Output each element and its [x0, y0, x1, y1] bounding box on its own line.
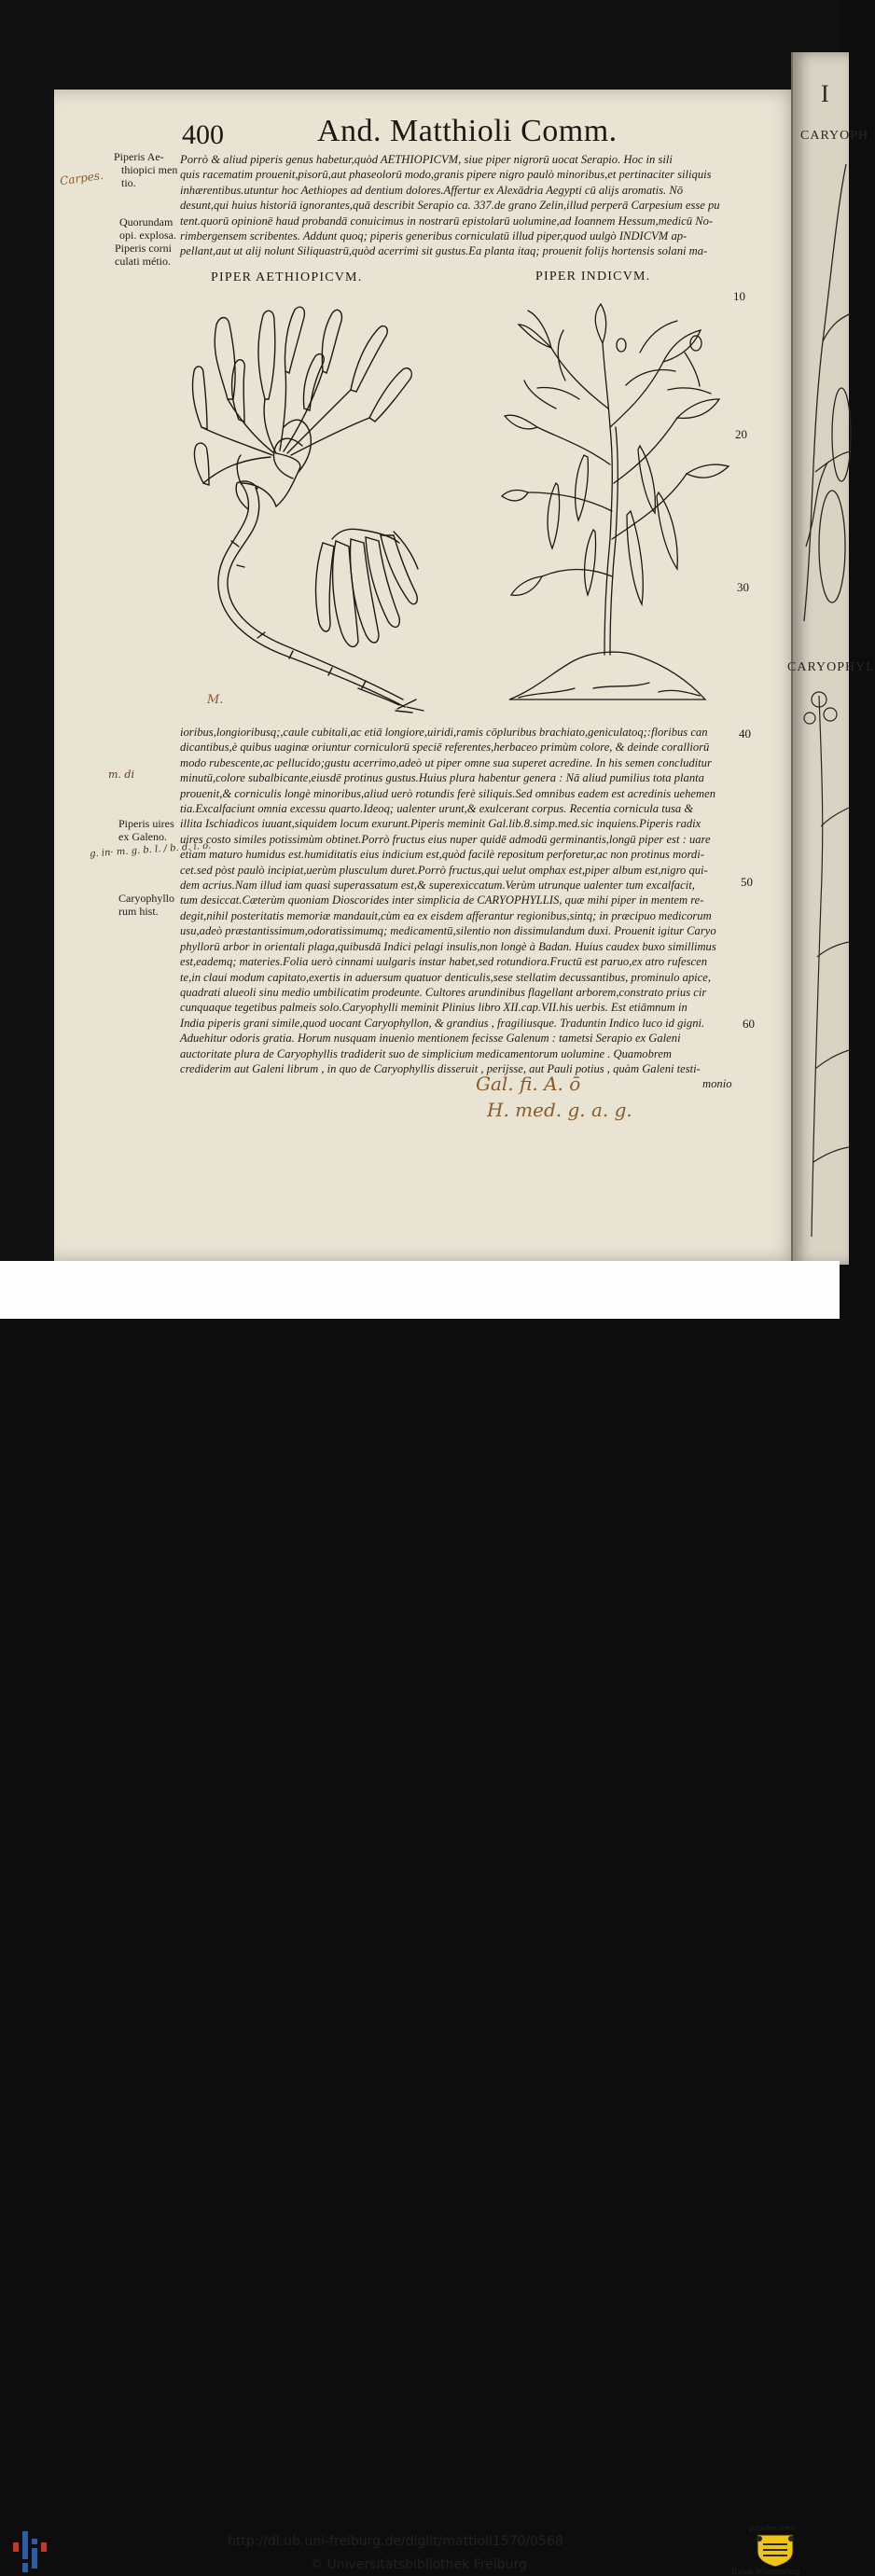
handwritten-note-mdi: m. di [108, 769, 134, 781]
caption-piper-indicum: PIPER INDICVM. [535, 270, 651, 284]
marginal-note-quorundam: Quorundam opi. explosa. [119, 215, 176, 242]
sponsor-name: Baden-Württemberg [731, 2567, 800, 2576]
handwritten-note-carpes: Carpes. [59, 168, 104, 188]
caption-piper-aethiopicum: PIPER AETHIOPICVM. [211, 270, 363, 284]
line-number-40: 40 [739, 727, 751, 741]
marginal-note-caryophyllorum: Caryophyllo rum hist. [118, 892, 174, 918]
handwritten-note-gal: Gal. fi. A. ō [476, 1073, 581, 1095]
line-number-60: 60 [743, 1017, 755, 1031]
handwritten-note-gin: g. in· m. g. b. l. / b. d. i. o. [89, 840, 212, 860]
page-number: 400 [182, 119, 224, 150]
facing-page-edge [787, 52, 875, 1265]
sponsor-label: gefördert durch [749, 2524, 796, 2532]
facing-page-letter: I [821, 80, 830, 107]
document-url-link[interactable]: http://dl.ub.uni-freiburg.de/diglit/mattioli1570/0568 [228, 2534, 563, 2549]
top-paragraph: Porrò & aliud piperis genus habetur,quòd AETHIOPICVM, siue piper nigrorū uocat Serapio. Hoc in sili quis racematim prouenit,pisorū,aut phaseolorū modo,granis pipere nigro paulò minoribus,et pertinaciter siliquis inhærentibus.utuntur hoc Aethiopes ad dentium dolores.Affertur ex Alexādria Aegypti cū alijs aromatis. Nō desunt,qui huius historiā ignorantes,quā describit Serapio ca. 337.de grano Zelin,illud perperā Carpesium esse pu tent.quorū opinionē haud probandā conuicimus in nostrarū epistolarū uolumine,ad Ioannem Hessum,medicū No- rimbergensem scribentes. Addunt quoq; piperis generibus corniculatū illud piper,quod uulgò INDICVM ap- pellant,aut ut alij nolunt Siliquastrū,quòd acerrimi sit gustus.Ea planta itaq; prouenit folijs hortensis solani ma- [180, 153, 720, 258]
copyright-notice: © Universitätsbibliothek Freiburg [310, 2557, 527, 2572]
marginal-note-aethiopici: Piperis Ae- thiopici men tio. [114, 150, 178, 189]
handwritten-note-hmed: H. med. g. a. g. [487, 1099, 632, 1121]
facing-page-label-2: CARYOPHYL [787, 660, 875, 674]
bottom-paragraph: ioribus,longioribusq;,caule cubitali,ac etiā longiore,uiridi,ramis cōpluribus brachiato,geniculatoq;:floribus can dicantibus,è quibus uaginæ oriuntur corniculorū speciē referentes,herbaceo primùm colore, & deinde coralliorū modo rubescente,ac pellucido;gustu acerrimo,adeò ut piper omne sua superet acredine. In his semen concluditur minutū,colore subalbicante,eiusdē protinus gustus.Huius plura habentur genera : Nā aliud pumilius tota planta prouenit,& corniculis longè minoribus,aliud uerò rotundis ferè siliquis.Sed omnibus eadem est acredinis uehemen tia.Excalfaciunt omnia excessu quarto.Ideoq; ualenter urunt,& exulcerant corpus. Recentia cornicula tusa & illita Ischiadicos iuuant,siquidem locum exurunt.Piperis meminit Gal.lib.8.simp.med.sic inquiens.Piperis radix uires costo similes potissimùm obtinet.Porrò fructus eius nuper quidē admodū germinantis,longū piper est : uare etiam maturo humidus est.humiditatis eius indicium est,quòd facilè repositum perforetur,ac non protinus mordi- cet.sed pòst paulò incipiat,uerùm plusculum duret.Porrò fructus,qui uelut omphax est,piper album est,nigro qui- dem acrius.Nam illud iam quasi superassatum est,& superexiccatum.Verùm utrunque ualenter tum excalfacit, tum desiccat.Cæterùm quoniam Dioscorides inter simplicia de CARYOPHYLLIS, quæ mihi piper in mentem re- degit,nihil posteritatis memoriæ mandauit,cùm ea ex eisdem afferantur regionibus,sintq; in præcipuo medicorum usu,adeò præstantissimum,odoratissimumq; medicamentū,silentio non dissimulandum duxi. Prouenit igitur Caryo phyllorū arbor in orientali plaga,quibusdā Indici pelagi insulis,non longè à Badan. Huius caudex buxo simillimus est,eademq; materies.Folia uerò cinnami uulgaris instar habet,sed rotundiora.Fructū est paruo,ex atro rufescen te,in claui modum capitato,exertis in aduersum quatuor denticulis,sese stellatim decussantibus, prominulo apice, quadrati alueoli sinu medio umbilicatim prodeunte. Cultores arundinibus flagellant arborem,constrato prius cir cunquaque tegetibus palmeis solo.Caryophylli meminit Plinius libro XII.cap.VII.his uerbis. Est etiāmnum in India piperis grani simile,quod uocant Caryophyllon, & grandius , fragiliusque. Traduntin Indico luco id gigni. Aduehitur odoris gratia. Horum nusquam inuenio mentionem fecisse Galenum : tametsi Serapio ex Galeni auctoritate plura de Caryophyllis tradiderit suo de simplicium medicamentorum uolumine . Quamobrem crediderim aut Galeni librum , in quo de Caryophyllis disseruit , perijsse, aut Pauli potius , quàm Galeni testi- monio [180, 726, 732, 1091]
line-number-50: 50 [741, 875, 753, 889]
line-number-30: 30 [737, 580, 749, 594]
piper-indicum-illustration [500, 297, 733, 716]
facing-illustration-bottom [793, 677, 849, 1255]
piper-aethiopicum-illustration [183, 297, 427, 716]
running-title: And. Matthioli Comm. [317, 114, 618, 148]
facing-page-label: CARYOPH [800, 129, 869, 143]
marginal-note-uires: Piperis uires ex Galeno. [118, 817, 174, 843]
line-number-10: 10 [733, 289, 745, 303]
facing-illustration-top [795, 155, 851, 640]
handwritten-note-m: M. [207, 693, 224, 707]
baden-wuerttemberg-coat-of-arms-icon [754, 2533, 797, 2567]
line-number-20: 20 [735, 427, 747, 441]
viewer-footer [0, 1261, 840, 2576]
scan-area [0, 0, 875, 1261]
marginal-note-corniculati: Piperis corni culati métio. [115, 242, 172, 268]
university-library-logo [13, 2528, 50, 2574]
